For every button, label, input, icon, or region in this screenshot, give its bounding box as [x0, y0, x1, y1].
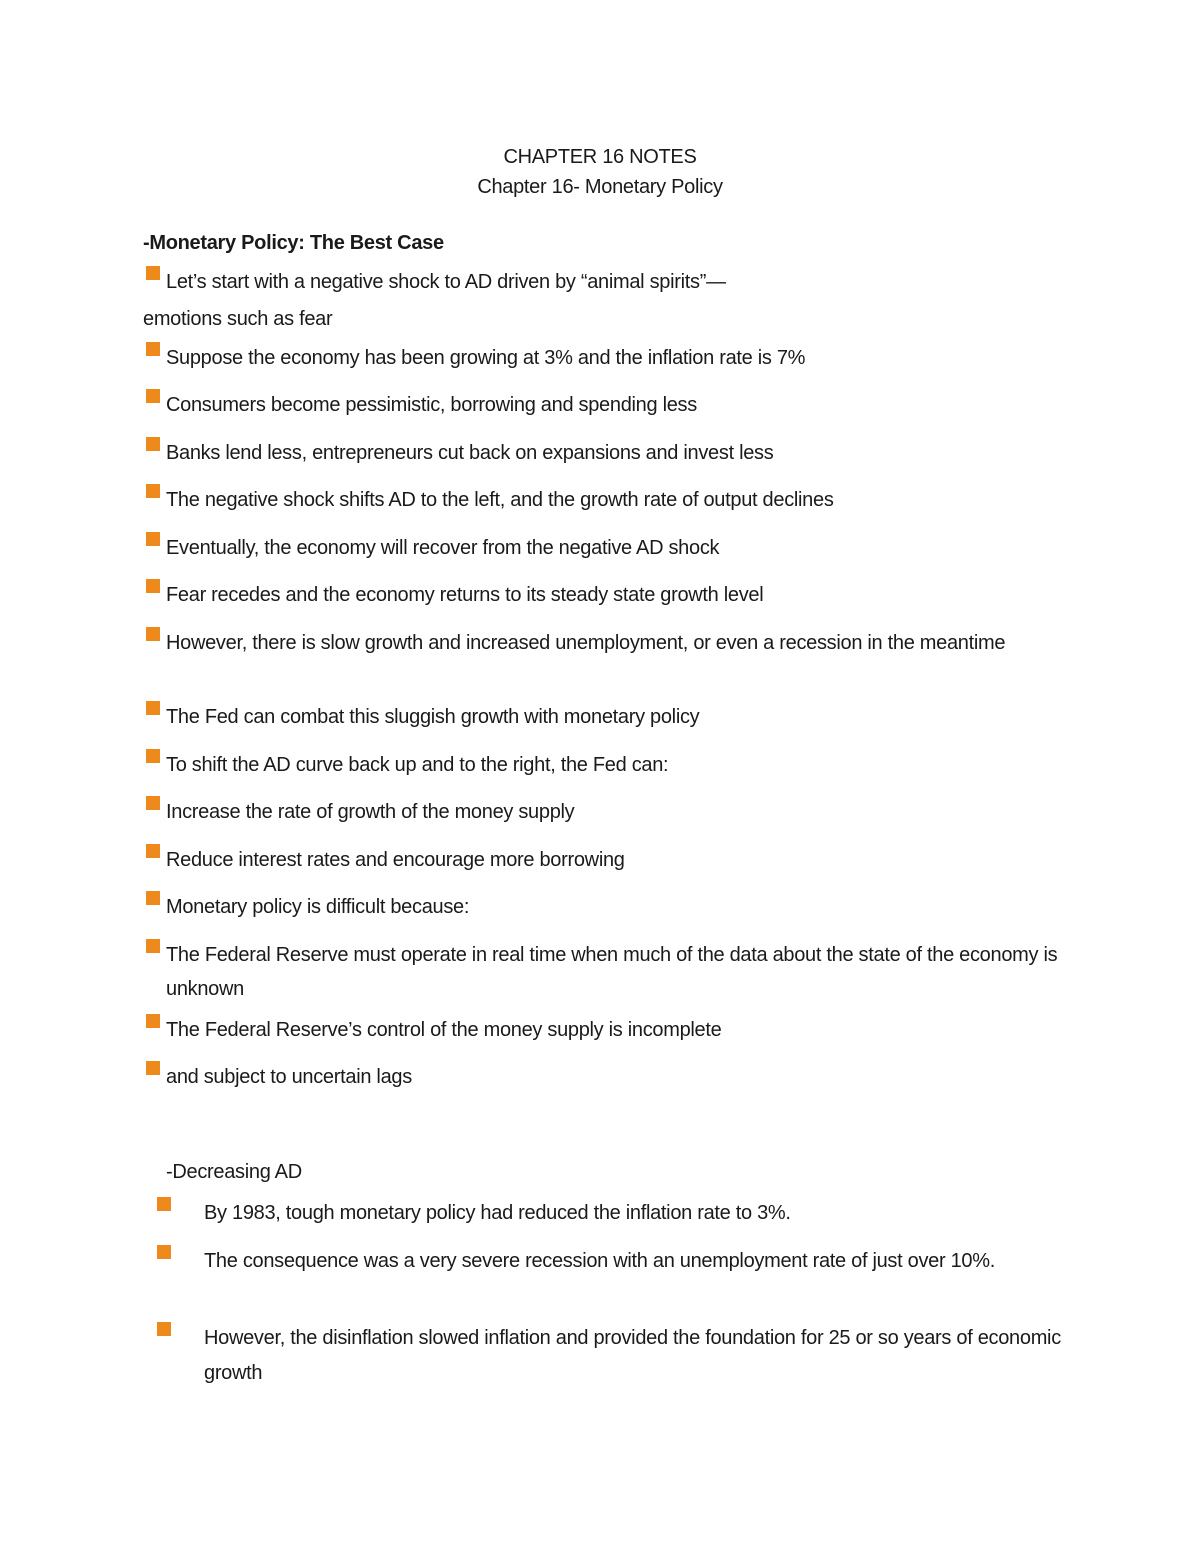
list-item-text: The Federal Reserve must operate in real time when much of the data about the state of the economy is unknown — [166, 944, 1058, 1000]
orange-square-bullet-icon — [146, 266, 160, 280]
orange-square-bullet-icon — [146, 796, 160, 810]
list-item-text: However, the disinflation slowed inflation and provided the foundation for 25 or so years of economic growth — [204, 1327, 1061, 1384]
section-heading-best-case: -Monetary Policy: The Best Case — [143, 232, 444, 254]
list-item-text: Reduce interest rates and encourage more borrowing — [166, 849, 625, 871]
section-heading-decreasing-ad: -Decreasing AD — [166, 1161, 302, 1183]
list-item-text: The negative shock shifts AD to the left, and the growth rate of output declines — [166, 489, 834, 511]
orange-square-bullet-icon — [146, 891, 160, 905]
list-item-text: Suppose the economy has been growing at 3% and the inflation rate is 7% — [166, 347, 806, 369]
list-item-text: Fear recedes and the economy returns to its steady state growth level — [166, 584, 764, 606]
list-item-text: and subject to uncertain lags — [166, 1066, 412, 1088]
orange-square-bullet-icon — [146, 342, 160, 356]
orange-square-bullet-icon — [146, 844, 160, 858]
list-item-text: Increase the rate of growth of the money supply — [166, 801, 575, 823]
document-title: CHAPTER 16 NOTES — [503, 146, 697, 168]
list-item-text: Let’s start with a negative shock to AD driven by “animal spirits”— — [166, 271, 726, 293]
list-item-text: Banks lend less, entrepreneurs cut back on expansions and invest less — [166, 442, 774, 464]
list-item-text: The Fed can combat this sluggish growth with monetary policy — [166, 706, 700, 728]
list-item-text: Monetary policy is difficult because: — [166, 896, 470, 918]
document-subtitle: Chapter 16- Monetary Policy — [477, 176, 723, 198]
list-item-text: By 1983, tough monetary policy had reduced the inflation rate to 3%. — [204, 1202, 791, 1224]
orange-square-bullet-icon — [146, 1014, 160, 1028]
orange-square-bullet-icon — [146, 579, 160, 593]
orange-square-bullet-icon — [146, 532, 160, 546]
orange-square-bullet-icon — [146, 749, 160, 763]
orange-square-bullet-icon — [146, 389, 160, 403]
orange-square-bullet-icon — [157, 1322, 171, 1336]
orange-square-bullet-icon — [146, 1061, 160, 1075]
list-item-text: The Federal Reserve’s control of the money supply is incomplete — [166, 1019, 722, 1041]
list-item-text: However, there is slow growth and increased unemployment, or even a recession in the meantime — [166, 632, 1006, 654]
orange-square-bullet-icon — [146, 437, 160, 451]
list-item-text: The consequence was a very severe recession with an unemployment rate of just over 10%. — [204, 1250, 995, 1272]
orange-square-bullet-icon — [146, 484, 160, 498]
orange-square-bullet-icon — [146, 939, 160, 953]
list-item-continuation: emotions such as fear — [143, 308, 333, 330]
orange-square-bullet-icon — [157, 1197, 171, 1211]
orange-square-bullet-icon — [146, 627, 160, 641]
orange-square-bullet-icon — [157, 1245, 171, 1259]
list-item-text: To shift the AD curve back up and to the right, the Fed can: — [166, 754, 669, 776]
list-item-text: Eventually, the economy will recover from the negative AD shock — [166, 537, 720, 559]
orange-square-bullet-icon — [146, 701, 160, 715]
list-item-text: Consumers become pessimistic, borrowing and spending less — [166, 394, 697, 416]
